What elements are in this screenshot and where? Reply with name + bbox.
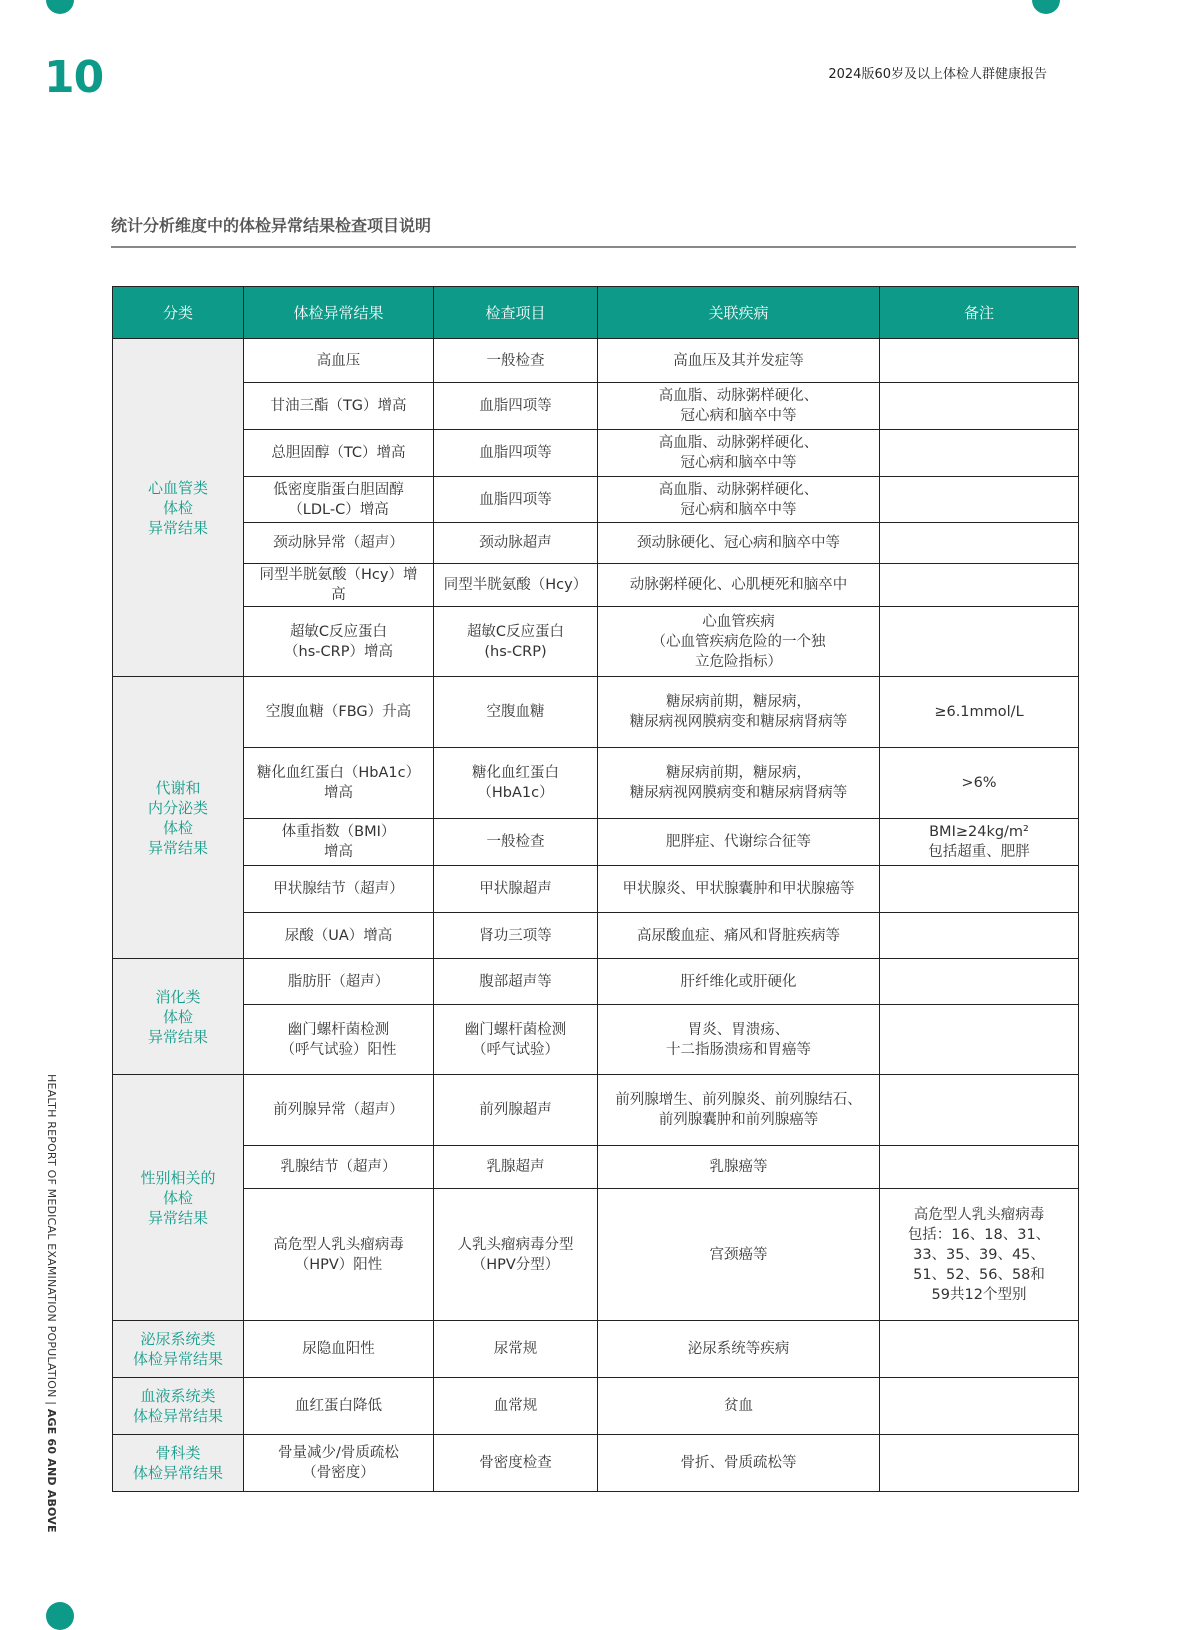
disease-cell <box>598 1146 880 1189</box>
disease-line: 肝纤维化或肝硬化 <box>680 973 797 990</box>
table-row <box>113 677 1079 748</box>
disease-line: 糖尿病视网膜病变和糖尿病肾病等 <box>629 785 848 801</box>
disease-cell <box>598 1075 880 1146</box>
result-cell <box>244 339 434 383</box>
disease-line: 高血脂、动脉粥样硬化、 <box>658 435 819 451</box>
disease-line: 前列腺囊肿和前列腺癌等 <box>658 1112 819 1128</box>
result-line: （呼气试验）阳性 <box>280 1041 397 1058</box>
exam-cell <box>434 1321 598 1378</box>
exam-line: 幽门螺杆菌检测 <box>464 1021 567 1038</box>
result-cell <box>244 564 434 607</box>
exam-line: 血脂四项等 <box>479 445 552 461</box>
page-number: 10 <box>44 52 104 103</box>
table-row <box>113 607 1079 677</box>
disease-cell <box>598 819 880 866</box>
header-note: 备注 <box>880 287 1079 339</box>
exam-cell <box>434 477 598 523</box>
table-row <box>113 339 1079 383</box>
result-line: 前列腺异常（超声） <box>273 1102 404 1118</box>
category-line: 异常结果 <box>147 1208 208 1227</box>
category-cell <box>113 677 244 959</box>
header-category: 分类 <box>113 287 244 339</box>
note-cell <box>880 1321 1079 1378</box>
note-cell <box>880 913 1079 959</box>
table-row <box>113 430 1079 477</box>
disease-cell <box>598 523 880 564</box>
exam-items-table <box>112 286 1079 1492</box>
note-line: >6% <box>961 775 997 791</box>
note-line: 59共12个型别 <box>931 1286 1027 1303</box>
result-cell <box>244 1435 434 1492</box>
exam-line: 颈动脉超声 <box>479 535 552 551</box>
note-cell <box>880 477 1079 523</box>
note-cell <box>880 819 1079 866</box>
disease-line: 心血管疾病 <box>702 613 775 630</box>
note-cell <box>880 1435 1079 1492</box>
disease-line: 高血脂、动脉粥样硬化、 <box>658 388 819 404</box>
exam-line: 甲状腺超声 <box>479 881 552 897</box>
disease-line: 胃炎、胃溃疡、 <box>687 1021 790 1038</box>
note-cell <box>880 1378 1079 1435</box>
category-line: 心血管类 <box>147 478 208 497</box>
exam-cell <box>434 430 598 477</box>
result-line: 增高 <box>324 785 353 801</box>
result-cell <box>244 959 434 1005</box>
table-row <box>113 1435 1079 1492</box>
table-row <box>113 523 1079 564</box>
category-cell <box>113 959 244 1075</box>
category-line: 代谢和 <box>155 778 201 797</box>
result-line: 甘油三酯（TG）增高 <box>270 398 407 414</box>
note-cell <box>880 607 1079 677</box>
result-cell <box>244 677 434 748</box>
exam-cell <box>434 339 598 383</box>
result-cell <box>244 1005 434 1075</box>
disease-line: 前列腺增生、前列腺炎、前列腺结石、 <box>615 1092 862 1108</box>
result-line: 骨量减少/骨质疏松 <box>278 1445 399 1461</box>
exam-line: 肾功三项等 <box>479 927 552 944</box>
report-title: 2024版60岁及以上体检人群健康报告 <box>828 67 1047 82</box>
note-cell <box>880 959 1079 1005</box>
note-cell <box>880 564 1079 607</box>
disease-line: 贫血 <box>724 1398 753 1414</box>
note-cell <box>880 383 1079 430</box>
table-row <box>113 383 1079 430</box>
result-cell <box>244 819 434 866</box>
note-cell <box>880 1146 1079 1189</box>
exam-cell <box>434 1146 598 1189</box>
header-exam-item: 检查项目 <box>434 287 598 339</box>
disease-line: 宫颈癌等 <box>709 1246 768 1263</box>
category-cell <box>113 1378 244 1435</box>
note-cell <box>880 866 1079 913</box>
disease-cell <box>598 1321 880 1378</box>
result-line: 血红蛋白降低 <box>295 1398 382 1414</box>
exam-line: （HbA1c） <box>477 785 554 801</box>
result-cell <box>244 913 434 959</box>
category-line: 异常结果 <box>147 518 208 537</box>
result-line: 高血压 <box>316 352 361 369</box>
disease-cell <box>598 1189 880 1321</box>
disease-line: 乳腺癌等 <box>709 1159 768 1175</box>
table-body <box>113 339 1079 1492</box>
category-line: 消化类 <box>155 987 201 1006</box>
table-row <box>113 564 1079 607</box>
result-line: 高危型人乳头瘤病毒 <box>273 1236 404 1253</box>
category-cell <box>113 1075 244 1321</box>
category-line: 体检异常结果 <box>132 1407 223 1425</box>
result-line: 尿酸（UA）增高 <box>284 927 393 944</box>
result-line: 甲状腺结节（超声） <box>273 881 404 897</box>
category-line: 异常结果 <box>147 838 208 857</box>
result-line: 脂肪肝（超声） <box>287 973 390 990</box>
disease-line: 高血压及其并发症等 <box>673 352 804 369</box>
note-line: 51、52、56、58和 <box>913 1266 1045 1283</box>
note-cell <box>880 1075 1079 1146</box>
exam-cell <box>434 564 598 607</box>
result-line: （hs-CRP）增高 <box>284 643 393 660</box>
corner-dot-top-left <box>46 0 74 14</box>
category-cell <box>113 1435 244 1492</box>
result-line: 超敏C反应蛋白 <box>289 623 388 640</box>
disease-cell <box>598 477 880 523</box>
table-row <box>113 1075 1079 1146</box>
note-cell <box>880 1189 1079 1321</box>
category-line: 体检 <box>162 498 193 517</box>
note-line: 33、35、39、45、 <box>913 1246 1045 1263</box>
table-row <box>113 959 1079 1005</box>
disease-cell <box>598 866 880 913</box>
corner-dot-bottom-left <box>46 1602 74 1630</box>
result-line: 乳腺结节（超声） <box>280 1159 397 1175</box>
disease-line: 糖尿病前期，糖尿病， <box>666 765 811 781</box>
note-line: 高危型人乳头瘤病毒 <box>913 1206 1045 1223</box>
note-line: 包括超重、肥胖 <box>928 844 1030 860</box>
exam-line: 尿常规 <box>493 1341 538 1357</box>
note-line: BMI≥24kg/m² <box>929 824 1029 840</box>
result-cell <box>244 523 434 564</box>
exam-line: 骨密度检查 <box>479 1455 552 1471</box>
exam-cell <box>434 819 598 866</box>
exam-line: 腹部超声等 <box>479 973 552 990</box>
result-cell <box>244 1075 434 1146</box>
exam-line: 糖化血红蛋白 <box>472 765 559 781</box>
table-row <box>113 1005 1079 1075</box>
disease-cell <box>598 1005 880 1075</box>
disease-cell <box>598 677 880 748</box>
table-row <box>113 819 1079 866</box>
exam-cell <box>434 959 598 1005</box>
header-abnormal-result: 体检异常结果 <box>244 287 434 339</box>
disease-line: 冠心病和脑卒中等 <box>680 408 797 424</box>
result-cell <box>244 607 434 677</box>
disease-line: 肥胖症、代谢综合征等 <box>666 834 811 850</box>
disease-cell <box>598 607 880 677</box>
category-line: 体检 <box>162 818 193 837</box>
category-line: 骨科类 <box>155 1444 201 1462</box>
exam-line: 血常规 <box>493 1398 538 1414</box>
disease-line: 高尿酸血症、痛风和肾脏疾病等 <box>637 927 840 944</box>
note-cell <box>880 523 1079 564</box>
corner-dot-top-right <box>1032 0 1060 14</box>
category-cell <box>113 1321 244 1378</box>
result-line: （骨密度） <box>302 1465 375 1481</box>
exam-line: (hs-CRP) <box>484 643 547 660</box>
side-text-bold: AGE 60 AND ABOVE <box>45 1408 58 1533</box>
disease-cell <box>598 1435 880 1492</box>
result-cell <box>244 383 434 430</box>
disease-line: 高血脂、动脉粥样硬化、 <box>658 481 819 498</box>
result-line: （HPV）阳性 <box>294 1256 383 1273</box>
exam-cell <box>434 1005 598 1075</box>
side-text-regular: HEALTH REPORT OF MEDICAL EXAMINATION POPULATION <box>45 1074 58 1398</box>
disease-cell <box>598 959 880 1005</box>
note-cell <box>880 677 1079 748</box>
exam-line: （呼气试验） <box>472 1041 559 1058</box>
table-row <box>113 1189 1079 1321</box>
disease-line: 糖尿病前期，糖尿病， <box>666 694 811 710</box>
exam-line: 空腹血糖 <box>486 704 545 720</box>
exam-cell <box>434 1189 598 1321</box>
category-line: 体检异常结果 <box>132 1464 223 1482</box>
table-row <box>113 1321 1079 1378</box>
table-row <box>113 866 1079 913</box>
category-cell <box>113 339 244 677</box>
table-header-row <box>113 287 1079 339</box>
disease-cell <box>598 564 880 607</box>
exam-cell <box>434 523 598 564</box>
exam-cell <box>434 1435 598 1492</box>
note-cell <box>880 1005 1079 1075</box>
disease-line: （心血管疾病危险的一个独 <box>651 633 826 650</box>
disease-line: 冠心病和脑卒中等 <box>680 501 797 518</box>
category-line: 体检异常结果 <box>132 1350 223 1368</box>
disease-cell <box>598 383 880 430</box>
note-cell <box>880 430 1079 477</box>
exam-cell <box>434 913 598 959</box>
result-cell <box>244 477 434 523</box>
disease-cell <box>598 339 880 383</box>
table-row <box>113 913 1079 959</box>
exam-line: 血脂四项等 <box>479 398 552 414</box>
table-row <box>113 1146 1079 1189</box>
result-line: 空腹血糖（FBG）升高 <box>265 704 412 720</box>
disease-line: 冠心病和脑卒中等 <box>680 455 797 471</box>
note-cell <box>880 339 1079 383</box>
exam-line: 血脂四项等 <box>479 491 552 508</box>
category-line: 血液系统类 <box>140 1387 216 1405</box>
category-line: 异常结果 <box>147 1027 208 1046</box>
exam-cell <box>434 866 598 913</box>
result-line: 增高 <box>324 844 353 860</box>
result-line: 尿隐血阳性 <box>302 1341 375 1357</box>
exam-cell <box>434 677 598 748</box>
disease-line: 糖尿病视网膜病变和糖尿病肾病等 <box>629 714 848 730</box>
exam-cell <box>434 1378 598 1435</box>
result-cell <box>244 866 434 913</box>
section-divider <box>111 246 1076 248</box>
exam-cell <box>434 748 598 819</box>
exam-cell <box>434 607 598 677</box>
category-line: 泌尿系统类 <box>140 1330 216 1348</box>
result-line: 低密度脂蛋白胆固醇 <box>273 481 404 498</box>
result-cell <box>244 1189 434 1321</box>
exam-line: 超敏C反应蛋白 <box>466 623 565 640</box>
exam-line: 一般检查 <box>486 352 545 369</box>
table-row <box>113 1378 1079 1435</box>
section-title: 统计分析维度中的体检异常结果检查项目说明 <box>111 216 432 235</box>
disease-cell <box>598 748 880 819</box>
result-line: 高 <box>331 587 346 603</box>
disease-cell <box>598 1378 880 1435</box>
table-row <box>113 477 1079 523</box>
result-line: 同型半胱氨酸（Hcy）增 <box>259 567 418 583</box>
disease-line: 颈动脉硬化、冠心病和脑卒中等 <box>637 535 840 551</box>
side-text-separator: | <box>45 1401 58 1406</box>
note-cell <box>880 748 1079 819</box>
note-line: 包括：16、18、31、 <box>907 1226 1051 1243</box>
header-related-disease: 关联疾病 <box>598 287 880 339</box>
disease-line: 甲状腺炎、甲状腺囊肿和甲状腺癌等 <box>622 881 855 897</box>
disease-line: 泌尿系统等疾病 <box>687 1341 790 1357</box>
result-cell <box>244 430 434 477</box>
result-cell <box>244 748 434 819</box>
result-line: 糖化血红蛋白（HbA1c） <box>256 765 421 781</box>
disease-line: 动脉粥样硬化、心肌梗死和脑卒中 <box>629 577 848 593</box>
disease-line: 骨折、骨质疏松等 <box>680 1455 797 1471</box>
category-line: 体检 <box>162 1188 193 1207</box>
exam-cell <box>434 1075 598 1146</box>
exam-cell <box>434 383 598 430</box>
result-line: 颈动脉异常（超声） <box>273 535 404 551</box>
disease-cell <box>598 430 880 477</box>
table-row <box>113 748 1079 819</box>
disease-line: 立危险指标） <box>695 653 782 670</box>
note-line: ≥6.1mmol/L <box>934 704 1024 720</box>
result-line: 体重指数（BMI） <box>281 824 396 840</box>
result-line: （LDL-C）增高 <box>288 501 389 518</box>
exam-line: 前列腺超声 <box>479 1102 552 1118</box>
result-cell <box>244 1321 434 1378</box>
result-cell <box>244 1378 434 1435</box>
disease-line: 十二指肠溃疡和胃癌等 <box>666 1041 811 1058</box>
result-line: 幽门螺杆菌检测 <box>287 1021 390 1038</box>
side-running-title <box>45 1074 58 1533</box>
exam-line: 一般检查 <box>486 834 545 850</box>
exam-line: 人乳头瘤病毒分型 <box>457 1236 574 1253</box>
result-line: 总胆固醇（TC）增高 <box>271 445 406 461</box>
exam-line: 同型半胱氨酸（Hcy） <box>443 577 588 593</box>
disease-cell <box>598 913 880 959</box>
exam-line: 乳腺超声 <box>486 1159 545 1175</box>
category-line: 内分泌类 <box>147 798 208 817</box>
category-line: 性别相关的 <box>140 1168 216 1187</box>
exam-line: （HPV分型） <box>471 1256 560 1273</box>
category-line: 体检 <box>162 1007 193 1026</box>
result-cell <box>244 1146 434 1189</box>
